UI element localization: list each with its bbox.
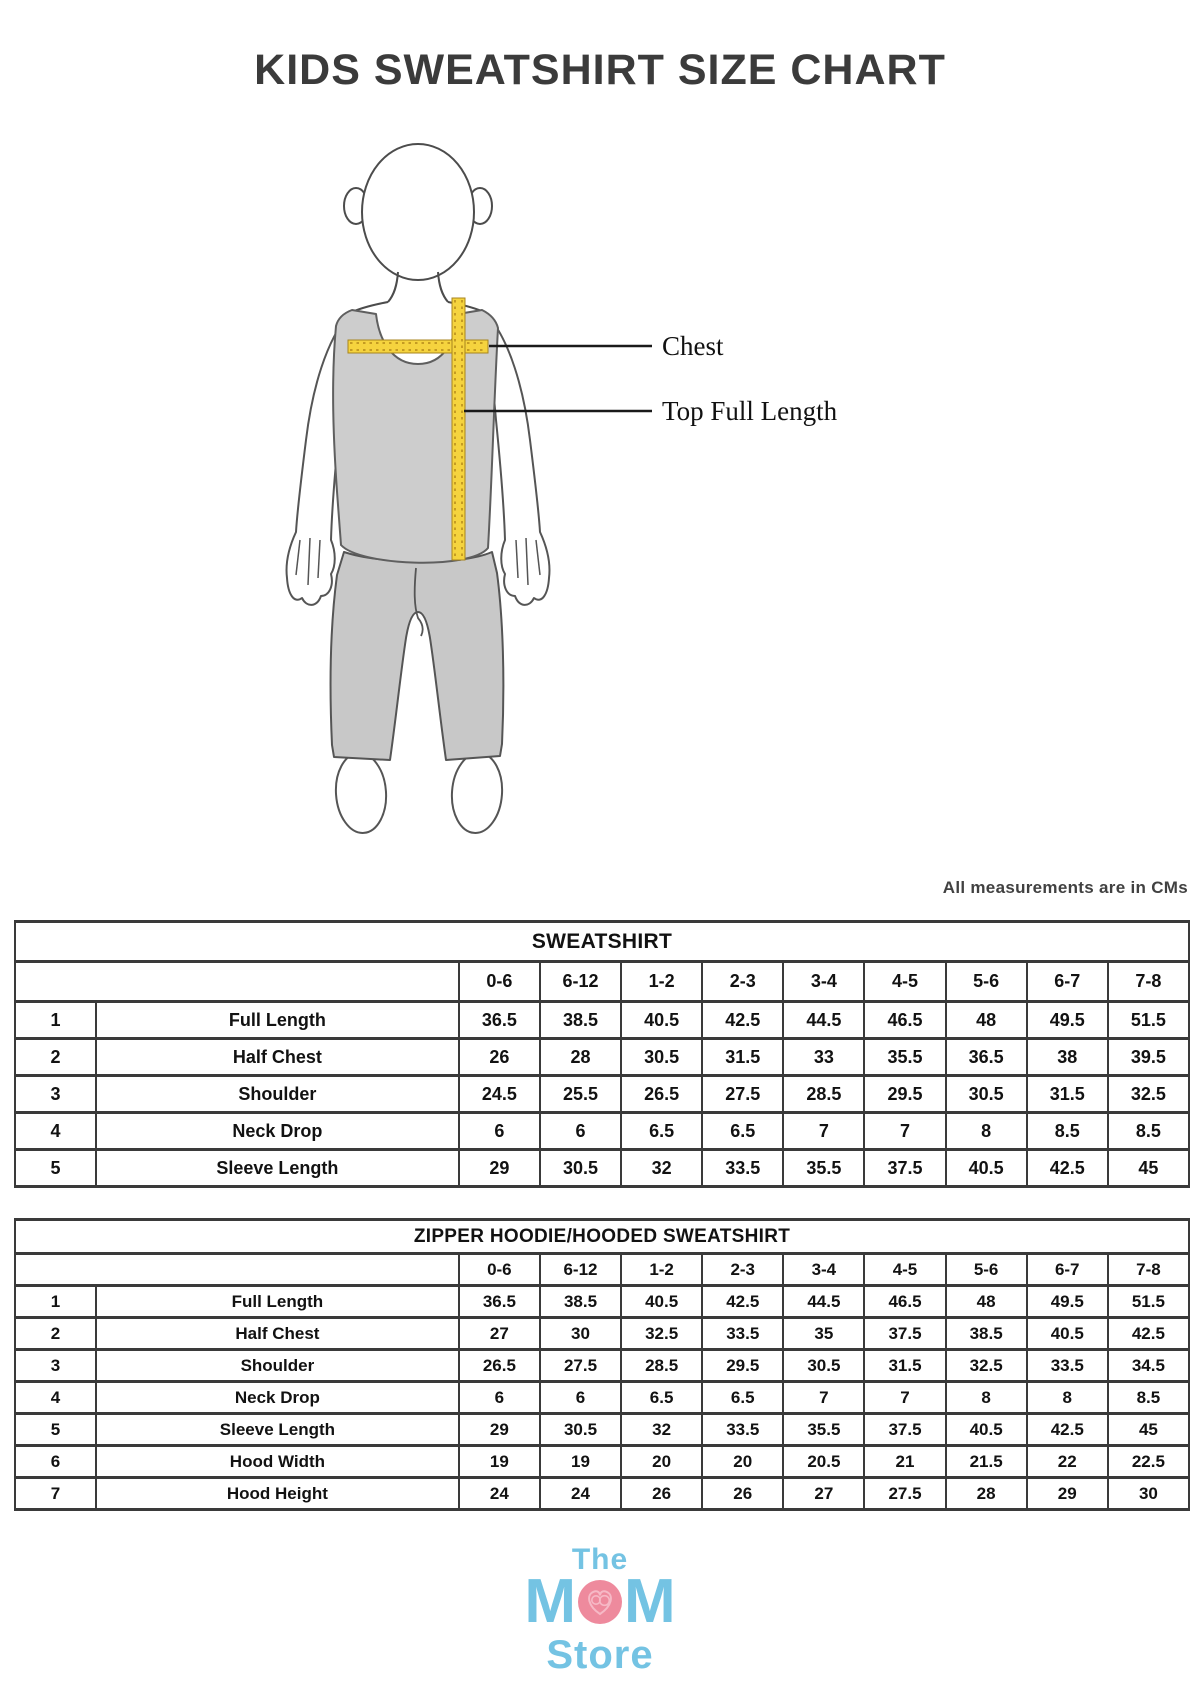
measurement-value-cell: 25.5 xyxy=(540,1076,621,1113)
measurement-value-cell: 32.5 xyxy=(621,1318,702,1350)
size-header-cell: 1-2 xyxy=(621,1254,702,1286)
measurement-value-cell: 30 xyxy=(1108,1478,1189,1510)
measurement-value-cell: 42.5 xyxy=(702,1002,783,1039)
measurement-value-cell: 20 xyxy=(621,1446,702,1478)
size-header-cell: 5-6 xyxy=(946,962,1027,1002)
measurement-value-cell: 21 xyxy=(864,1446,945,1478)
size-header-cell: 6-7 xyxy=(1027,962,1108,1002)
logo-word-mom xyxy=(0,1567,1200,1636)
measurement-value-cell: 35.5 xyxy=(783,1150,864,1187)
row-number-cell: 6 xyxy=(15,1446,96,1478)
measurement-value-cell: 32.5 xyxy=(1108,1076,1189,1113)
measuring-tape-horizontal xyxy=(348,340,488,353)
measurement-value-cell: 20.5 xyxy=(783,1446,864,1478)
measurement-value-cell: 38.5 xyxy=(540,1002,621,1039)
pants xyxy=(331,552,504,760)
feet xyxy=(333,751,504,834)
measurement-label-cell: Full Length xyxy=(96,1286,459,1318)
measurement-value-cell: 33 xyxy=(783,1039,864,1076)
measurement-value-cell: 6 xyxy=(459,1113,540,1150)
measurement-value-cell: 7 xyxy=(783,1382,864,1414)
mom-logo-heart-icon xyxy=(577,1579,623,1625)
measurement-value-cell: 45 xyxy=(1108,1414,1189,1446)
measurement-value-cell: 35.5 xyxy=(783,1414,864,1446)
measurement-value-cell: 24.5 xyxy=(459,1076,540,1113)
size-header-cell: 2-3 xyxy=(702,1254,783,1286)
measurement-value-cell: 51.5 xyxy=(1108,1002,1189,1039)
page-title: KIDS SWEATSHIRT SIZE CHART xyxy=(254,46,946,94)
measurement-value-cell: 28 xyxy=(540,1039,621,1076)
measurement-value-cell: 24 xyxy=(540,1478,621,1510)
measuring-tape-vertical xyxy=(452,298,465,560)
measurement-value-cell: 8.5 xyxy=(1108,1113,1189,1150)
size-header-cell: 0-6 xyxy=(459,1254,540,1286)
measurement-value-cell: 48 xyxy=(946,1286,1027,1318)
measurement-value-cell: 49.5 xyxy=(1027,1002,1108,1039)
measurement-value-cell: 30.5 xyxy=(783,1350,864,1382)
measurement-value-cell: 33.5 xyxy=(1027,1350,1108,1382)
measurement-label-cell: Hood Width xyxy=(96,1446,459,1478)
measurement-value-cell: 39.5 xyxy=(1108,1039,1189,1076)
measurement-value-cell: 40.5 xyxy=(946,1414,1027,1446)
measurement-label-cell: Hood Height xyxy=(96,1478,459,1510)
sweatshirt-size-table xyxy=(14,920,1190,1188)
measurement-value-cell: 33.5 xyxy=(702,1414,783,1446)
measurement-value-cell: 24 xyxy=(459,1478,540,1510)
measurement-value-cell: 26 xyxy=(621,1478,702,1510)
measurement-value-cell: 8 xyxy=(1027,1382,1108,1414)
row-number-cell: 5 xyxy=(15,1414,96,1446)
size-header-cell: 6-7 xyxy=(1027,1254,1108,1286)
measurement-value-cell: 40.5 xyxy=(621,1002,702,1039)
size-header-cell: 4-5 xyxy=(864,1254,945,1286)
size-header-cell: 6-12 xyxy=(540,1254,621,1286)
measurement-value-cell: 29 xyxy=(459,1414,540,1446)
size-header-cell: 3-4 xyxy=(783,1254,864,1286)
row-number-cell: 2 xyxy=(15,1318,96,1350)
measurement-value-cell: 51.5 xyxy=(1108,1286,1189,1318)
measurement-value-cell: 6.5 xyxy=(702,1113,783,1150)
size-header-cell: 7-8 xyxy=(1108,962,1189,1002)
size-header-cell: 7-8 xyxy=(1108,1254,1189,1286)
row-number-cell: 7 xyxy=(15,1478,96,1510)
measurement-value-cell: 27.5 xyxy=(702,1076,783,1113)
measurement-value-cell: 7 xyxy=(864,1113,945,1150)
measurement-value-cell: 30.5 xyxy=(540,1150,621,1187)
measurement-value-cell: 33.5 xyxy=(702,1150,783,1187)
measurement-value-cell: 28.5 xyxy=(783,1076,864,1113)
size-header-cell: 5-6 xyxy=(946,1254,1027,1286)
row-number-cell: 1 xyxy=(15,1286,96,1318)
measurement-value-cell: 48 xyxy=(946,1002,1027,1039)
measurement-value-cell: 31.5 xyxy=(864,1350,945,1382)
measurement-value-cell: 44.5 xyxy=(783,1002,864,1039)
measurement-value-cell: 30 xyxy=(540,1318,621,1350)
measurement-value-cell: 8.5 xyxy=(1027,1113,1108,1150)
measurement-value-cell: 22.5 xyxy=(1108,1446,1189,1478)
measurement-value-cell: 42.5 xyxy=(702,1286,783,1318)
measurement-value-cell: 6.5 xyxy=(621,1382,702,1414)
measurement-label-cell: Full Length xyxy=(96,1002,459,1039)
measurement-value-cell: 36.5 xyxy=(459,1286,540,1318)
measurement-value-cell: 40.5 xyxy=(621,1286,702,1318)
top-full-length-label: Top Full Length xyxy=(662,396,838,426)
measurement-value-cell: 22 xyxy=(1027,1446,1108,1478)
table-row xyxy=(15,1478,1189,1510)
row-number-cell: 4 xyxy=(15,1382,96,1414)
measurement-value-cell: 30.5 xyxy=(540,1414,621,1446)
measurement-value-cell: 38.5 xyxy=(540,1286,621,1318)
table-title: SWEATSHIRT xyxy=(15,922,1189,962)
zipper-hoodie-size-table xyxy=(14,1218,1190,1511)
measurement-value-cell: 49.5 xyxy=(1027,1286,1108,1318)
measurement-value-cell: 27 xyxy=(783,1478,864,1510)
logo-word-the: The xyxy=(571,1543,629,1576)
measurement-value-cell: 7 xyxy=(864,1382,945,1414)
row-number-cell: 4 xyxy=(15,1113,96,1150)
measurement-value-cell: 20 xyxy=(702,1446,783,1478)
row-number-cell: 2 xyxy=(15,1039,96,1076)
measurement-value-cell: 28.5 xyxy=(621,1350,702,1382)
measurement-value-cell: 6 xyxy=(459,1382,540,1414)
table-row xyxy=(15,1350,1189,1382)
measurement-value-cell: 32.5 xyxy=(946,1350,1027,1382)
measurement-label-cell: Sleeve Length xyxy=(96,1150,459,1187)
measurement-value-cell: 36.5 xyxy=(946,1039,1027,1076)
measurement-value-cell: 8 xyxy=(946,1113,1027,1150)
measurement-value-cell: 29.5 xyxy=(702,1350,783,1382)
measurement-value-cell: 42.5 xyxy=(1108,1318,1189,1350)
row-number-cell: 5 xyxy=(15,1150,96,1187)
measurement-value-cell: 8.5 xyxy=(1108,1382,1189,1414)
measurement-value-cell: 35 xyxy=(783,1318,864,1350)
logo-m-right: M xyxy=(624,1567,676,1636)
measurement-value-cell: 26 xyxy=(459,1039,540,1076)
measurement-value-cell: 29 xyxy=(1027,1478,1108,1510)
measurement-value-cell: 45 xyxy=(1108,1150,1189,1187)
measurement-value-cell: 19 xyxy=(459,1446,540,1478)
size-header-cell: 2-3 xyxy=(702,962,783,1002)
measurement-value-cell: 40.5 xyxy=(1027,1318,1108,1350)
measurement-value-cell: 38.5 xyxy=(946,1318,1027,1350)
measurement-value-cell: 32 xyxy=(621,1150,702,1187)
logo-word-store: Store xyxy=(546,1633,654,1677)
table-row xyxy=(15,1113,1189,1150)
measurement-value-cell: 8 xyxy=(946,1382,1027,1414)
measurement-value-cell: 31.5 xyxy=(702,1039,783,1076)
measurement-value-cell: 42.5 xyxy=(1027,1414,1108,1446)
chest-label: Chest xyxy=(662,331,724,361)
size-header-cell: 6-12 xyxy=(540,962,621,1002)
measurement-value-cell: 46.5 xyxy=(864,1286,945,1318)
measurement-value-cell: 6.5 xyxy=(702,1382,783,1414)
measurement-value-cell: 30.5 xyxy=(621,1039,702,1076)
measurement-label-cell: Neck Drop xyxy=(96,1382,459,1414)
measurement-value-cell: 28 xyxy=(946,1478,1027,1510)
size-header-spacer xyxy=(15,962,459,1002)
measurement-value-cell: 35.5 xyxy=(864,1039,945,1076)
size-header-cell: 4-5 xyxy=(864,962,945,1002)
size-header-spacer xyxy=(15,1254,459,1286)
table-row xyxy=(15,1039,1189,1076)
measurement-value-cell: 27.5 xyxy=(864,1478,945,1510)
head xyxy=(362,144,474,280)
measurement-value-cell: 31.5 xyxy=(1027,1076,1108,1113)
table-row xyxy=(15,1002,1189,1039)
table-row xyxy=(15,1076,1189,1113)
measurement-value-cell: 27 xyxy=(459,1318,540,1350)
measurement-value-cell: 26 xyxy=(702,1478,783,1510)
table-row xyxy=(15,1150,1189,1187)
measurement-value-cell: 6 xyxy=(540,1113,621,1150)
measurement-value-cell: 30.5 xyxy=(946,1076,1027,1113)
mom-store-logo xyxy=(0,1545,1200,1675)
row-number-cell: 3 xyxy=(15,1350,96,1382)
measurement-value-cell: 21.5 xyxy=(946,1446,1027,1478)
measurement-value-cell: 37.5 xyxy=(864,1318,945,1350)
measurement-value-cell: 7 xyxy=(783,1113,864,1150)
measurement-value-cell: 42.5 xyxy=(1027,1150,1108,1187)
row-number-cell: 3 xyxy=(15,1076,96,1113)
measurement-value-cell: 33.5 xyxy=(702,1318,783,1350)
measurement-value-cell: 44.5 xyxy=(783,1286,864,1318)
measurement-value-cell: 34.5 xyxy=(1108,1350,1189,1382)
table-row xyxy=(15,1382,1189,1414)
measurement-value-cell: 37.5 xyxy=(864,1414,945,1446)
measurement-value-cell: 29.5 xyxy=(864,1076,945,1113)
size-header-cell: 0-6 xyxy=(459,962,540,1002)
measurement-value-cell: 32 xyxy=(621,1414,702,1446)
measurement-value-cell: 6 xyxy=(540,1382,621,1414)
measurement-value-cell: 38 xyxy=(1027,1039,1108,1076)
table-title: ZIPPER HOODIE/HOODED SWEATSHIRT xyxy=(15,1220,1189,1254)
row-number-cell: 1 xyxy=(15,1002,96,1039)
size-header-cell: 3-4 xyxy=(783,962,864,1002)
measurement-value-cell: 19 xyxy=(540,1446,621,1478)
measurement-label-cell: Neck Drop xyxy=(96,1113,459,1150)
measurement-value-cell: 27.5 xyxy=(540,1350,621,1382)
table-row xyxy=(15,1446,1189,1478)
measurement-label-cell: Shoulder xyxy=(96,1076,459,1113)
measurement-value-cell: 29 xyxy=(459,1150,540,1187)
logo-m-left: M xyxy=(524,1567,576,1636)
measurement-value-cell: 37.5 xyxy=(864,1150,945,1187)
measurement-label-cell: Half Chest xyxy=(96,1318,459,1350)
units-note: All measurements are in CMs xyxy=(942,878,1188,897)
measurement-value-cell: 6.5 xyxy=(621,1113,702,1150)
measurement-value-cell: 26.5 xyxy=(621,1076,702,1113)
measurement-value-cell: 40.5 xyxy=(946,1150,1027,1187)
measurement-value-cell: 26.5 xyxy=(459,1350,540,1382)
measurement-value-cell: 46.5 xyxy=(864,1002,945,1039)
size-header-cell: 1-2 xyxy=(621,962,702,1002)
measurement-label-cell: Half Chest xyxy=(96,1039,459,1076)
measurement-label-cell: Sleeve Length xyxy=(96,1414,459,1446)
table-row xyxy=(15,1286,1189,1318)
measurement-label-cell: Shoulder xyxy=(96,1350,459,1382)
table-row xyxy=(15,1414,1189,1446)
table-row xyxy=(15,1318,1189,1350)
measurement-value-cell: 36.5 xyxy=(459,1002,540,1039)
